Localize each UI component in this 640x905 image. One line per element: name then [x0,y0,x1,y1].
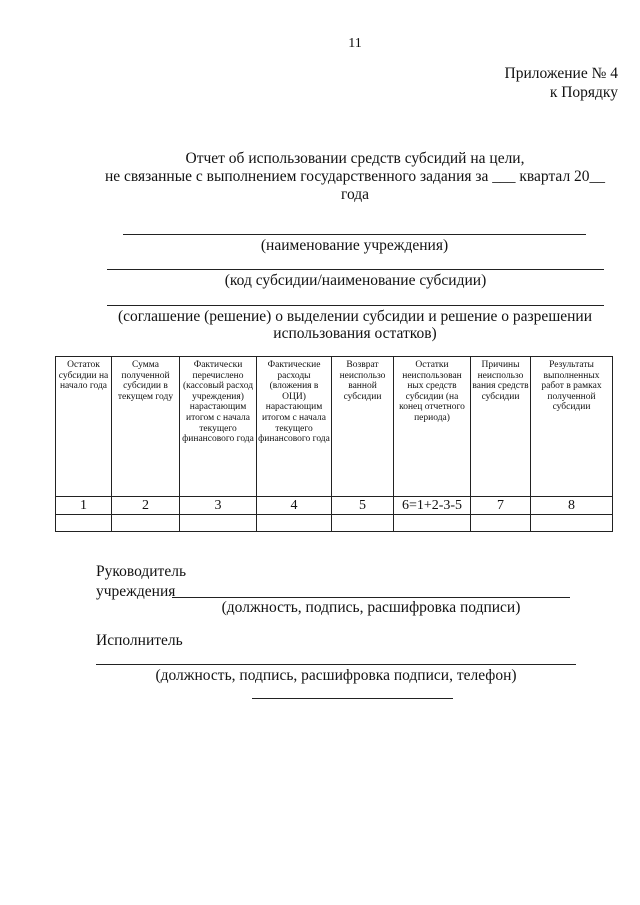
agreement-caption-line-1: (соглашение (решение) о выделении субсидии и решение о разрешении [117,308,593,325]
header-actual-expenses: Фактические расходы (вложения в ОЦИ) нарастающим итогом с начала текущего финансового года [257,357,332,497]
table-header-row [56,357,613,497]
table-cell[interactable] [257,515,332,532]
executor-label: Исполнитель [96,632,183,649]
head-label-line-1: Руководитель [96,563,187,580]
head-signature-line [172,597,570,598]
table-cell[interactable] [112,515,180,532]
header-reasons-unused: Причины неиспользо вания средств субсидии [471,357,531,497]
header-returned-subsidy: Возврат неиспользо ванной субсидии [332,357,394,497]
header-unused-balance: Остатки неиспользован ных средств субсидии (на конец отчетного периода) [394,357,471,497]
page-number: 11 [348,36,362,51]
report-table [55,356,613,532]
header-work-results: Результаты выполненных работ в рамках полученной субсидии [531,357,613,497]
column-number: 7 [471,497,531,515]
table-cell[interactable] [394,515,471,532]
appendix-label [505,64,618,102]
title-line-2: не связанные с выполнением государственного задания за ___ квартал 20__ [104,168,606,185]
table-number-row [56,497,613,515]
appendix-line-2: к Порядку [549,84,618,101]
closing-rule [252,698,453,699]
column-number: 1 [56,497,112,515]
header-cash-expenses: Фактически перечислено (кассовый расход учреждения) нарастающим итогом с начала текущего финансового года [180,357,257,497]
subsidy-caption: (код субсидии/наименование субсидии) [224,272,487,289]
title-line-1: Отчет об использовании средств субсидий на цели, [185,150,525,167]
column-number: 2 [112,497,180,515]
column-number: 4 [257,497,332,515]
subsidy-field-line [107,269,604,270]
appendix-line-1: Приложение № 4 [504,65,618,82]
table-cell[interactable] [531,515,613,532]
column-number: 8 [531,497,613,515]
institution-field-line [123,234,586,235]
agreement-field-line [107,305,604,306]
column-number: 3 [180,497,257,515]
table-row [56,515,613,532]
executor-signature-line [96,664,576,665]
column-number: 5 [332,497,394,515]
institution-caption: (наименование учреждения) [260,237,449,254]
agreement-caption [100,308,610,342]
head-label-line-2: учреждения [96,583,176,600]
table-cell[interactable] [471,515,531,532]
table-cell[interactable] [180,515,257,532]
title-line-3: года [340,186,370,203]
report-title [60,150,640,204]
executor-signature-caption: (должность, подпись, расшифровка подписи, телефон) [155,667,517,684]
table-cell[interactable] [332,515,394,532]
table-cell[interactable] [56,515,112,532]
header-received-subsidy: Сумма полученной субсидии в текущем году [112,357,180,497]
header-opening-balance: Остаток субсидии на начало года [56,357,112,497]
agreement-caption-line-2: использования остатков) [273,325,437,342]
column-number: 6=1+2-3-5 [394,497,471,515]
head-signature-caption: (должность, подпись, расшифровка подписи) [221,599,521,616]
